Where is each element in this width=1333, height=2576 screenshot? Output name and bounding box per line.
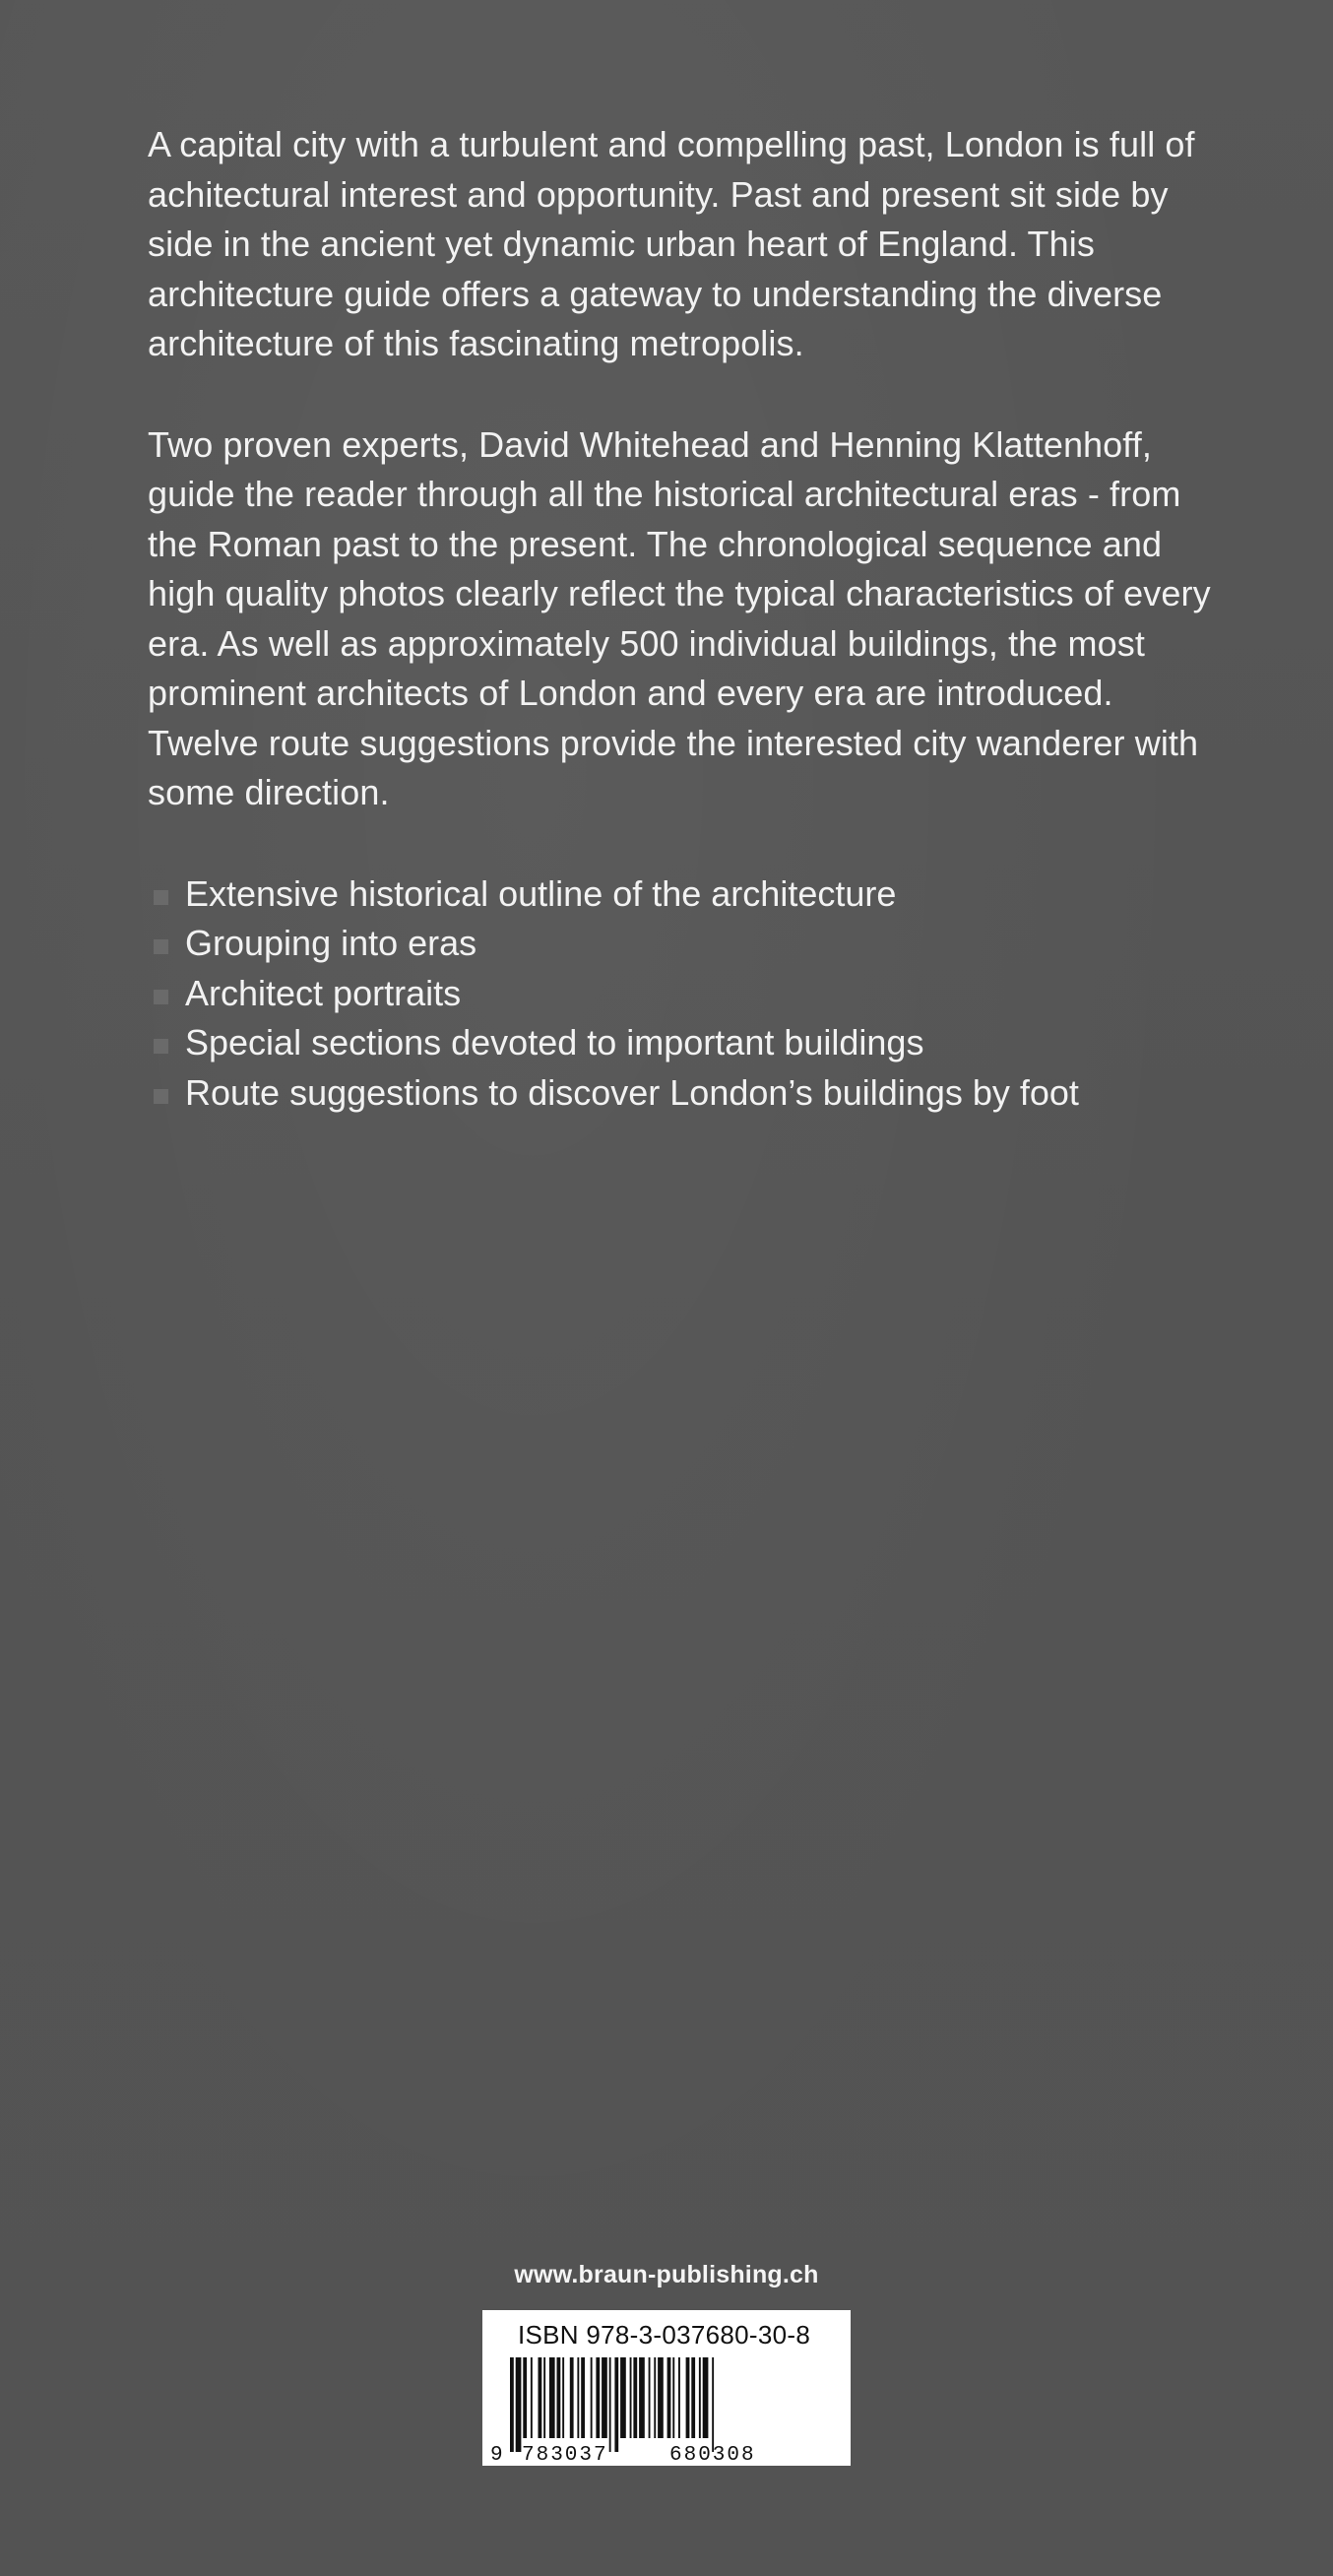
barcode-bar [591, 2357, 593, 2438]
barcode-bar [523, 2357, 527, 2438]
barcode-bar [620, 2357, 626, 2438]
description-paragraph-1: A capital city with a turbulent and compelling past, London is full of achitectural interest and opportunity. Past and present sit side by side in the ancient yet dynamic urban heart of England. This architecture guide offers a gateway to understanding the diverse architecture of this fascinating metropolis. [148, 124, 1195, 363]
feature-text: Extensive historical outline of the architecture [185, 872, 897, 914]
feature-list [148, 869, 1221, 1119]
publisher-website: www.braun-publishing.ch [514, 2261, 819, 2288]
barcode-bar [654, 2357, 656, 2438]
list-item [148, 969, 1221, 1019]
feature-text: Route suggestions to discover London’s buildings by foot [185, 1071, 1079, 1113]
barcode-bar [614, 2357, 618, 2452]
barcode-bar [667, 2357, 671, 2438]
bullet-square-icon [154, 890, 168, 905]
description-text [148, 120, 1221, 1118]
bullet-square-icon [154, 1039, 168, 1054]
barcode-bar [672, 2357, 674, 2438]
isbn-label: ISBN 978-3-037680-30-8 [518, 2320, 811, 2350]
barcode-bar [531, 2357, 533, 2438]
isbn-barcode [482, 2310, 851, 2466]
barcode-bar [543, 2357, 545, 2438]
barcode-bar [602, 2357, 607, 2438]
barcode-right-digits: 680308 [669, 2444, 756, 2466]
barcode-bar [596, 2357, 600, 2438]
barcode-bar [649, 2357, 651, 2438]
barcode-bar [609, 2357, 611, 2452]
barcode-left-digits: 783037 [522, 2444, 608, 2466]
barcode-bars [510, 2357, 714, 2452]
barcode-bar [549, 2357, 555, 2438]
barcode-bar [557, 2357, 561, 2438]
barcode-bar [581, 2357, 585, 2438]
list-item [148, 919, 1221, 969]
barcode-bar [562, 2357, 564, 2438]
list-item [148, 1018, 1221, 1068]
barcode-lead-digit: 9 [490, 2444, 503, 2466]
barcode-bar [686, 2357, 690, 2438]
barcode-bar [630, 2357, 632, 2438]
barcode-graphic [482, 2310, 851, 2466]
barcode-bar [577, 2357, 579, 2438]
barcode-bar [691, 2357, 695, 2438]
barcode-bar [658, 2357, 664, 2438]
barcode-bar [699, 2357, 701, 2438]
description-paragraph-2: Two proven experts, David Whitehead and Henning Klattenhoff, guide the reader through all the historical architectural eras - from the Roman past to the present. The chronological sequence and high quality photos clearly reflect the typical characteristics of every era. As well as approximately 500 individual buildings, the most prominent architects of London and every era are introduced. Twelve route suggestions provide the interested city wanderer with some direction. [148, 423, 1211, 812]
barcode-bar [639, 2357, 645, 2438]
barcode-bar [712, 2357, 714, 2452]
bullet-square-icon [154, 990, 168, 1004]
list-item [148, 1068, 1221, 1119]
barcode-bar [633, 2357, 637, 2438]
barcode-bar [678, 2357, 680, 2438]
barcode-bar [570, 2357, 574, 2438]
barcode-bar [510, 2357, 514, 2452]
list-item [148, 869, 1221, 920]
feature-text: Special sections devoted to important buildings [185, 1022, 924, 1063]
barcode-bar [516, 2357, 522, 2452]
bullet-square-icon [154, 1089, 168, 1104]
barcode-bar [703, 2357, 709, 2438]
feature-text: Grouping into eras [185, 923, 477, 963]
bullet-square-icon [154, 939, 168, 954]
barcode-bar [539, 2357, 542, 2438]
feature-text: Architect portraits [185, 972, 462, 1013]
